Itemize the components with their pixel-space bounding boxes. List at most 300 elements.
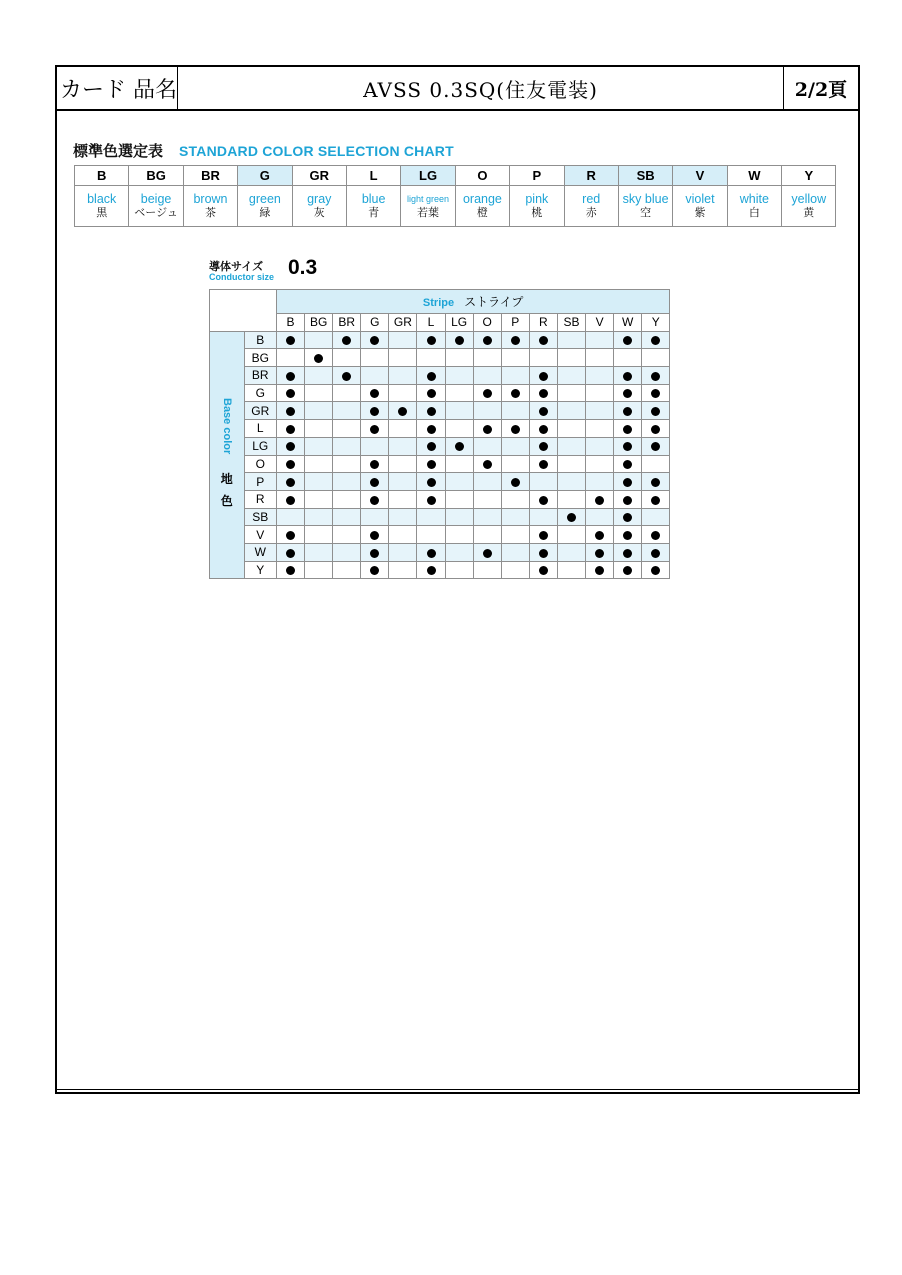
stripe-header [277, 290, 670, 314]
matrix-cell [305, 349, 333, 367]
matrix-cell [557, 367, 585, 385]
color-name-en: gray [307, 192, 332, 206]
color-name-en: brown [193, 192, 228, 206]
color-name-en: beige [140, 192, 172, 206]
matrix-cell [557, 543, 585, 561]
available-dot-icon [483, 336, 492, 345]
matrix-cell [361, 437, 389, 455]
available-dot-icon [286, 531, 295, 540]
matrix-cell [529, 437, 557, 455]
matrix-cell [642, 526, 670, 544]
matrix-cell [389, 420, 417, 438]
available-dot-icon [539, 372, 548, 381]
available-dot-icon [623, 425, 632, 434]
available-dot-icon [651, 442, 660, 451]
color-name-cell [564, 186, 618, 227]
matrix-cell [445, 490, 473, 508]
matrix-cell [529, 561, 557, 579]
matrix-cell [642, 384, 670, 402]
matrix-cell [586, 543, 614, 561]
available-dot-icon [370, 336, 379, 345]
matrix-cell [333, 437, 361, 455]
matrix-cell [305, 367, 333, 385]
matrix-cell [277, 402, 305, 420]
matrix-row [210, 508, 670, 526]
matrix-cell [614, 402, 642, 420]
base-color-label-jp-1: 地 [220, 471, 233, 486]
matrix-cell [529, 543, 557, 561]
available-dot-icon [623, 531, 632, 540]
product-name-title: AVSS 0.3SQ(住友電装) [178, 67, 784, 109]
color-code-cell: GR [292, 166, 346, 186]
matrix-cell [417, 420, 445, 438]
matrix-cell [277, 543, 305, 561]
available-dot-icon [370, 389, 379, 398]
matrix-row [210, 437, 670, 455]
standard-chart-title-en: STANDARD COLOR SELECTION CHART [179, 143, 454, 159]
matrix-row [210, 561, 670, 579]
card-header [57, 67, 858, 111]
matrix-cell [305, 402, 333, 420]
available-dot-icon [651, 389, 660, 398]
matrix-cell [614, 420, 642, 438]
matrix-cell [445, 402, 473, 420]
matrix-cell [277, 473, 305, 491]
color-name-en: white [739, 192, 769, 206]
matrix-cell [361, 526, 389, 544]
available-dot-icon [286, 496, 295, 505]
available-dot-icon [539, 566, 548, 575]
conductor-size-label [209, 261, 274, 283]
matrix-cell [614, 384, 642, 402]
matrix-cell [333, 473, 361, 491]
stripe-column-header: R [529, 314, 557, 332]
matrix-cell [586, 561, 614, 579]
matrix-cell [417, 508, 445, 526]
available-dot-icon [427, 425, 436, 434]
standard-color-table [74, 165, 836, 227]
color-name-jp: 空 [640, 207, 652, 219]
matrix-cell [361, 367, 389, 385]
matrix-cell [586, 420, 614, 438]
available-dot-icon [370, 460, 379, 469]
color-code-cell: P [510, 166, 564, 186]
base-row-header: SB [244, 508, 277, 526]
available-dot-icon [651, 478, 660, 487]
matrix-cell [473, 384, 501, 402]
product-name-label: カード 品名 [57, 67, 178, 109]
available-dot-icon [623, 460, 632, 469]
matrix-cell [417, 402, 445, 420]
matrix-cell [277, 508, 305, 526]
color-name-jp: 若葉 [417, 207, 440, 219]
matrix-cell [529, 473, 557, 491]
matrix-cell [586, 508, 614, 526]
available-dot-icon [286, 460, 295, 469]
matrix-cell [333, 543, 361, 561]
matrix-cell [501, 437, 529, 455]
matrix-cell [586, 331, 614, 349]
available-dot-icon [623, 442, 632, 451]
available-dot-icon [483, 389, 492, 398]
stripe-column-header: BR [333, 314, 361, 332]
matrix-cell [614, 473, 642, 491]
matrix-cell [361, 561, 389, 579]
conductor-size-label-en: Conductor size [209, 272, 275, 282]
available-dot-icon [370, 531, 379, 540]
matrix-cell [501, 490, 529, 508]
matrix-cell [417, 331, 445, 349]
color-name-en: orange [462, 192, 502, 206]
available-dot-icon [483, 425, 492, 434]
matrix-cell [473, 508, 501, 526]
matrix-cell [642, 490, 670, 508]
matrix-cell [586, 490, 614, 508]
matrix-cell [417, 490, 445, 508]
available-dot-icon [370, 496, 379, 505]
base-row-header: B [244, 331, 277, 349]
matrix-cell [277, 349, 305, 367]
matrix-cell [305, 561, 333, 579]
stripe-column-header: LG [445, 314, 473, 332]
available-dot-icon [651, 336, 660, 345]
matrix-cell [305, 420, 333, 438]
available-dot-icon [539, 496, 548, 505]
matrix-corner [210, 290, 277, 332]
matrix-cell [389, 561, 417, 579]
matrix-row [210, 367, 670, 385]
matrix-cell [445, 367, 473, 385]
matrix-cell [305, 490, 333, 508]
matrix-cell [614, 526, 642, 544]
color-name-jp: 橙 [476, 207, 488, 219]
available-dot-icon [539, 425, 548, 434]
matrix-cell [473, 561, 501, 579]
base-row-header: BG [244, 349, 277, 367]
matrix-cell [333, 508, 361, 526]
matrix-cell [445, 455, 473, 473]
matrix-cell [277, 331, 305, 349]
matrix-cell [305, 473, 333, 491]
page-number: 2/2頁 [794, 78, 848, 101]
matrix-cell [614, 437, 642, 455]
matrix-cell [501, 402, 529, 420]
matrix-cell [614, 331, 642, 349]
available-dot-icon [286, 442, 295, 451]
available-dot-icon [314, 354, 323, 363]
matrix-cell [614, 367, 642, 385]
matrix-cell [305, 526, 333, 544]
base-row-header: L [244, 420, 277, 438]
color-name-cell [75, 186, 129, 227]
matrix-cell [642, 402, 670, 420]
matrix-cell [557, 402, 585, 420]
matrix-cell [529, 367, 557, 385]
stripe-column-header: GR [389, 314, 417, 332]
available-dot-icon [595, 531, 604, 540]
color-name-en: red [582, 192, 601, 206]
matrix-row [210, 349, 670, 367]
matrix-cell [333, 402, 361, 420]
matrix-cell [389, 402, 417, 420]
matrix-cell [361, 490, 389, 508]
color-name-jp: 桃 [531, 207, 543, 219]
matrix-cell [417, 384, 445, 402]
available-dot-icon [511, 425, 520, 434]
matrix-cell [501, 455, 529, 473]
matrix-cell [501, 473, 529, 491]
available-dot-icon [539, 389, 548, 398]
matrix-cell [586, 437, 614, 455]
matrix-cell [473, 543, 501, 561]
matrix-cell [417, 437, 445, 455]
matrix-cell [277, 384, 305, 402]
color-code-row [75, 166, 836, 186]
color-name-cell [238, 186, 292, 227]
conductor-size-value: 0.3 [288, 256, 318, 279]
stripe-column-header: BG [305, 314, 333, 332]
matrix-cell [557, 526, 585, 544]
base-color-label-en: Base color [220, 398, 233, 455]
matrix-cell [361, 331, 389, 349]
available-dot-icon [539, 336, 548, 345]
matrix-cell [277, 561, 305, 579]
matrix-cell [557, 561, 585, 579]
available-dot-icon [342, 336, 351, 345]
available-dot-icon [427, 566, 436, 575]
matrix-cell [529, 455, 557, 473]
available-dot-icon [623, 478, 632, 487]
color-name-cell [727, 186, 781, 227]
color-name-en: light green [407, 194, 450, 204]
matrix-cell [277, 455, 305, 473]
matrix-cell [501, 367, 529, 385]
matrix-row [210, 455, 670, 473]
available-dot-icon [427, 442, 436, 451]
stripe-base-matrix [209, 289, 670, 579]
available-dot-icon [370, 425, 379, 434]
available-dot-icon [623, 372, 632, 381]
matrix-cell [333, 349, 361, 367]
color-code-cell: R [564, 166, 618, 186]
matrix-cell [557, 508, 585, 526]
color-name-jp: 青 [368, 207, 380, 219]
color-name-jp: 黒 [96, 207, 108, 219]
matrix-cell [445, 349, 473, 367]
available-dot-icon [623, 496, 632, 505]
matrix-cell [473, 526, 501, 544]
color-name-row [75, 186, 836, 227]
matrix-cell [614, 508, 642, 526]
available-dot-icon [342, 372, 351, 381]
base-row-header: LG [244, 437, 277, 455]
available-dot-icon [651, 549, 660, 558]
color-name-en: black [87, 192, 117, 206]
matrix-cell [361, 473, 389, 491]
base-row-header: R [244, 490, 277, 508]
color-code-cell: BR [183, 166, 237, 186]
available-dot-icon [595, 496, 604, 505]
matrix-cell [333, 490, 361, 508]
color-name-cell [346, 186, 400, 227]
color-code-cell: G [238, 166, 292, 186]
matrix-cell [642, 473, 670, 491]
color-name-jp: 赤 [585, 207, 597, 219]
matrix-cell [361, 543, 389, 561]
matrix-cell [642, 367, 670, 385]
matrix-cell [529, 420, 557, 438]
matrix-cell [614, 490, 642, 508]
matrix-row [210, 384, 670, 402]
available-dot-icon [595, 549, 604, 558]
matrix-cell [389, 543, 417, 561]
matrix-cell [305, 508, 333, 526]
matrix-cell [333, 561, 361, 579]
matrix-row [210, 473, 670, 491]
matrix-cell [305, 437, 333, 455]
available-dot-icon [286, 425, 295, 434]
color-name-en: sky blue [622, 192, 669, 206]
standard-chart-title-jp: 標準色選定表 [73, 142, 164, 160]
matrix-cell [557, 420, 585, 438]
matrix-cell [361, 384, 389, 402]
matrix-cell [642, 437, 670, 455]
available-dot-icon [539, 460, 548, 469]
matrix-cell [305, 384, 333, 402]
color-name-en: blue [361, 192, 386, 206]
stripe-column-header: B [277, 314, 305, 332]
matrix-cell [277, 420, 305, 438]
matrix-cell [389, 490, 417, 508]
matrix-cell [501, 331, 529, 349]
available-dot-icon [651, 407, 660, 416]
matrix-cell [277, 437, 305, 455]
available-dot-icon [539, 549, 548, 558]
matrix-cell [417, 455, 445, 473]
matrix-cell [361, 420, 389, 438]
matrix-cell [361, 402, 389, 420]
available-dot-icon [539, 407, 548, 416]
conductor-size-label-jp: 導体サイズ [209, 260, 264, 273]
color-name-en: green [248, 192, 281, 206]
color-name-jp: 灰 [313, 207, 325, 219]
matrix-cell [529, 490, 557, 508]
available-dot-icon [539, 531, 548, 540]
matrix-cell [473, 437, 501, 455]
available-dot-icon [398, 407, 407, 416]
matrix-cell [417, 561, 445, 579]
matrix-cell [642, 349, 670, 367]
available-dot-icon [651, 531, 660, 540]
matrix-cell [445, 526, 473, 544]
available-dot-icon [623, 566, 632, 575]
color-name-jp: 緑 [259, 207, 271, 219]
matrix-cell [557, 473, 585, 491]
color-name-en: yellow [791, 192, 827, 206]
available-dot-icon [370, 566, 379, 575]
matrix-row [210, 543, 670, 561]
matrix-cell [445, 331, 473, 349]
matrix-cell [389, 508, 417, 526]
matrix-cell [642, 331, 670, 349]
matrix-cell [445, 473, 473, 491]
available-dot-icon [623, 407, 632, 416]
matrix-cell [445, 543, 473, 561]
matrix-cell [389, 473, 417, 491]
matrix-cell [361, 455, 389, 473]
available-dot-icon [427, 478, 436, 487]
available-dot-icon [370, 407, 379, 416]
matrix-cell [642, 455, 670, 473]
matrix-row [210, 402, 670, 420]
available-dot-icon [511, 336, 520, 345]
matrix-cell [333, 384, 361, 402]
matrix-cell [389, 526, 417, 544]
matrix-row [210, 526, 670, 544]
matrix-cell [305, 543, 333, 561]
matrix-cell [473, 473, 501, 491]
color-code-cell: V [673, 166, 727, 186]
color-name-cell [401, 186, 455, 227]
matrix-cell [417, 367, 445, 385]
available-dot-icon [286, 389, 295, 398]
available-dot-icon [623, 336, 632, 345]
available-dot-icon [286, 549, 295, 558]
matrix-cell [445, 508, 473, 526]
color-code-cell: BG [129, 166, 183, 186]
matrix-cell [529, 526, 557, 544]
color-name-jp: ベージュ [134, 207, 178, 219]
color-name-cell [782, 186, 836, 227]
matrix-cell [586, 526, 614, 544]
available-dot-icon [286, 336, 295, 345]
base-row-header: O [244, 455, 277, 473]
color-name-jp: 白 [748, 207, 760, 219]
color-name-jp: 紫 [694, 207, 706, 219]
matrix-cell [501, 543, 529, 561]
matrix-cell [305, 455, 333, 473]
matrix-cell [277, 367, 305, 385]
stripe-column-header: P [501, 314, 529, 332]
matrix-cell [586, 473, 614, 491]
matrix-cell [389, 437, 417, 455]
matrix-cell [529, 384, 557, 402]
matrix-cell [557, 331, 585, 349]
matrix-cell [361, 349, 389, 367]
matrix-cell [417, 526, 445, 544]
stripe-column-header: Y [642, 314, 670, 332]
matrix-cell [277, 526, 305, 544]
available-dot-icon [483, 549, 492, 558]
matrix-cell [361, 508, 389, 526]
matrix-cell [445, 437, 473, 455]
base-row-header: V [244, 526, 277, 544]
matrix-cell [501, 526, 529, 544]
matrix-cell [333, 331, 361, 349]
matrix-cell [557, 455, 585, 473]
matrix-cell [557, 349, 585, 367]
available-dot-icon [651, 425, 660, 434]
matrix-cell [501, 349, 529, 367]
matrix-cell [473, 331, 501, 349]
matrix-cell [473, 490, 501, 508]
matrix-cell [417, 543, 445, 561]
color-name-jp: 茶 [204, 207, 216, 219]
matrix-cell [473, 402, 501, 420]
available-dot-icon [370, 549, 379, 558]
available-dot-icon [286, 566, 295, 575]
matrix-cell [586, 367, 614, 385]
